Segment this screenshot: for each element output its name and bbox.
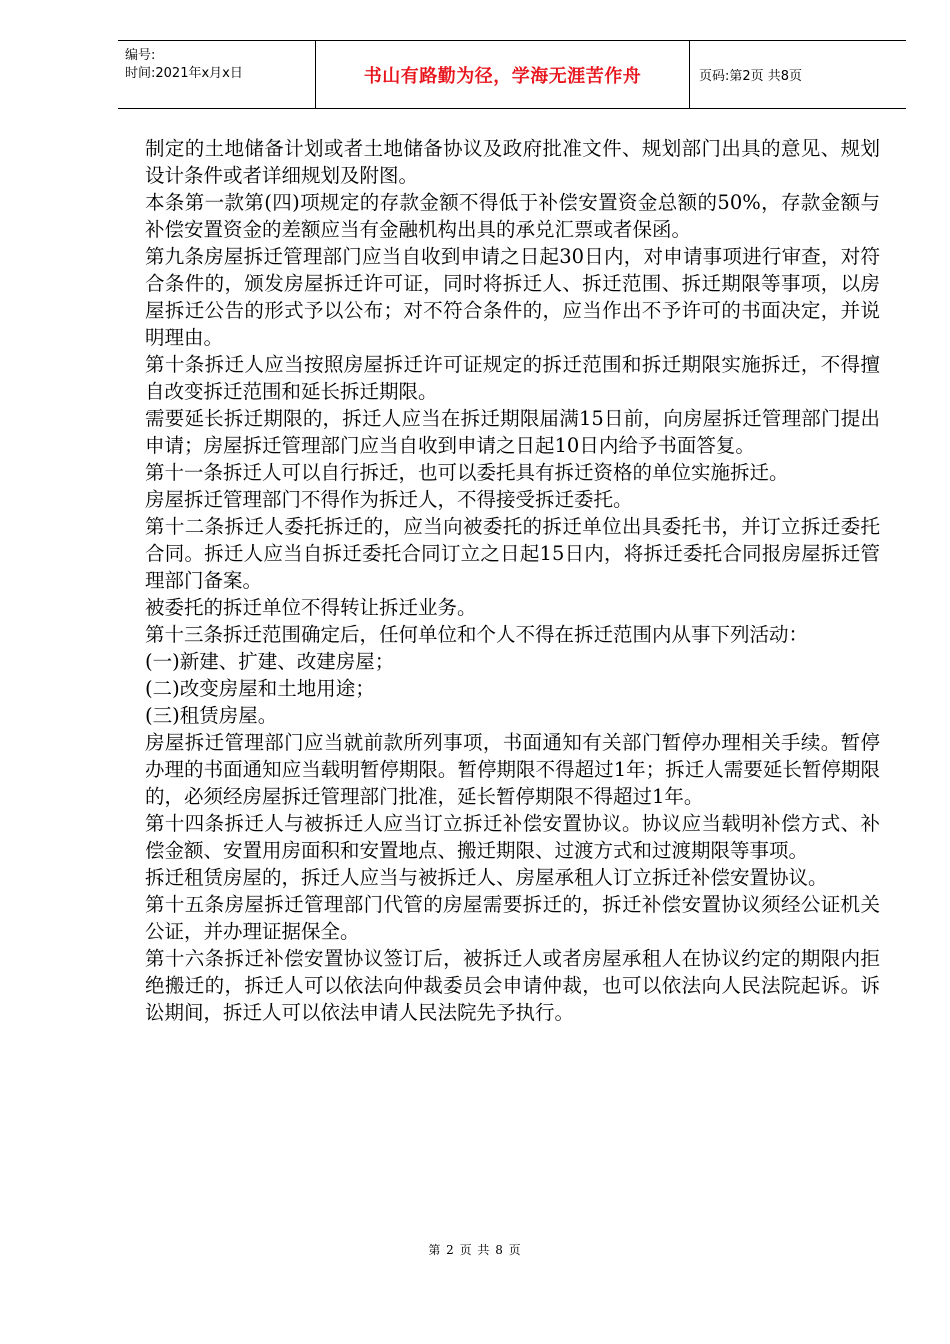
paragraph: 拆迁租赁房屋的，拆迁人应当与被拆迁人、房屋承租人订立拆迁补偿安置协议。 — [145, 866, 828, 889]
header-meta-cell — [118, 41, 316, 108]
paragraph: 第十六条拆迁补偿安置协议签订后，被拆迁人或者房屋承租人在协议约定的期限内拒绝搬迁的，拆迁人可以依法向仲裁委员会申请仲裁，也可以依法向人民法院起诉。诉讼期间，拆迁人可以依法申请人民法院先予执行。 — [145, 947, 880, 1024]
paragraph: 制定的土地储备计划或者土地储备协议及政府批准文件、规划部门出具的意见、规划设计条件或者详细规划及附图。 — [145, 137, 880, 187]
header-page-label: 页码:第2页 共8页 — [699, 69, 803, 84]
paragraph: 第十二条拆迁人委托拆迁的，应当向被委托的拆迁单位出具委托书，并订立拆迁委托合同。拆迁人应当自拆迁委托合同订立之日起15日内，将拆迁委托合同报房屋拆迁管理部门备案。 — [145, 515, 880, 592]
paragraph: 房屋拆迁管理部门应当就前款所列事项，书面通知有关部门暂停办理相关手续。暂停办理的书面通知应当载明暂停期限。暂停期限不得超过1年；拆迁人需要延长暂停期限的，必须经房屋拆迁管理部门批准，延长暂停期限不得超过1年。 — [145, 731, 880, 808]
paragraph: 第十五条房屋拆迁管理部门代管的房屋需要拆迁的，拆迁补偿安置协议须经公证机关公证，并办理证据保全。 — [145, 893, 880, 943]
list-item: (一)新建、扩建、改建房屋； — [145, 650, 395, 673]
paragraph: 被委托的拆迁单位不得转让拆迁业务。 — [145, 596, 477, 619]
page-footer: 第 2 页 共 8 页 — [428, 1243, 522, 1257]
paragraph: 第十四条拆迁人与被拆迁人应当订立拆迁补偿安置协议。协议应当载明补偿方式、补偿金额、安置用房面积和安置地点、搬迁期限、过渡方式和过渡期限等事项。 — [145, 812, 880, 862]
paragraph: 本条第一款第(四)项规定的存款金额不得低于补偿安置资金总额的50%，存款金额与补偿安置资金的差额应当有金融机构出具的承兑汇票或者保函。 — [145, 191, 880, 241]
document-body — [145, 135, 880, 1026]
paragraph: 房屋拆迁管理部门不得作为拆迁人，不得接受拆迁委托。 — [145, 488, 633, 511]
paragraph: 第十一条拆迁人可以自行拆迁，也可以委托具有拆迁资格的单位实施拆迁。 — [145, 461, 789, 484]
document-number-label: 编号: — [125, 48, 156, 63]
document-time-label: 时间:2021年x月x日 — [125, 66, 243, 81]
paragraph: 第九条房屋拆迁管理部门应当自收到申请之日起30日内，对申请事项进行审查，对符合条件的，颁发房屋拆迁许可证，同时将拆迁人、拆迁范围、拆迁期限等事项，以房屋拆迁公告的形式予以公布；对不符合条件的，应当作出不予许可的书面决定，并说明理由。 — [145, 245, 880, 349]
header-motto: 书山有路勤为径，学海无涯苦作舟 — [316, 41, 690, 108]
list-item: (二)改变房屋和土地用途； — [145, 677, 375, 700]
list-item: (三)租赁房屋。 — [145, 704, 278, 727]
page-header — [118, 40, 906, 109]
paragraph: 第十条拆迁人应当按照房屋拆迁许可证规定的拆迁范围和拆迁期限实施拆迁，不得擅自改变拆迁范围和延长拆迁期限。 — [145, 353, 880, 403]
paragraph: 需要延长拆迁期限的，拆迁人应当在拆迁期限届满15日前，向房屋拆迁管理部门提出申请；房屋拆迁管理部门应当自收到申请之日起10日内给予书面答复。 — [145, 407, 880, 457]
paragraph: 第十三条拆迁范围确定后，任何单位和个人不得在拆迁范围内从事下列活动： — [145, 623, 809, 646]
